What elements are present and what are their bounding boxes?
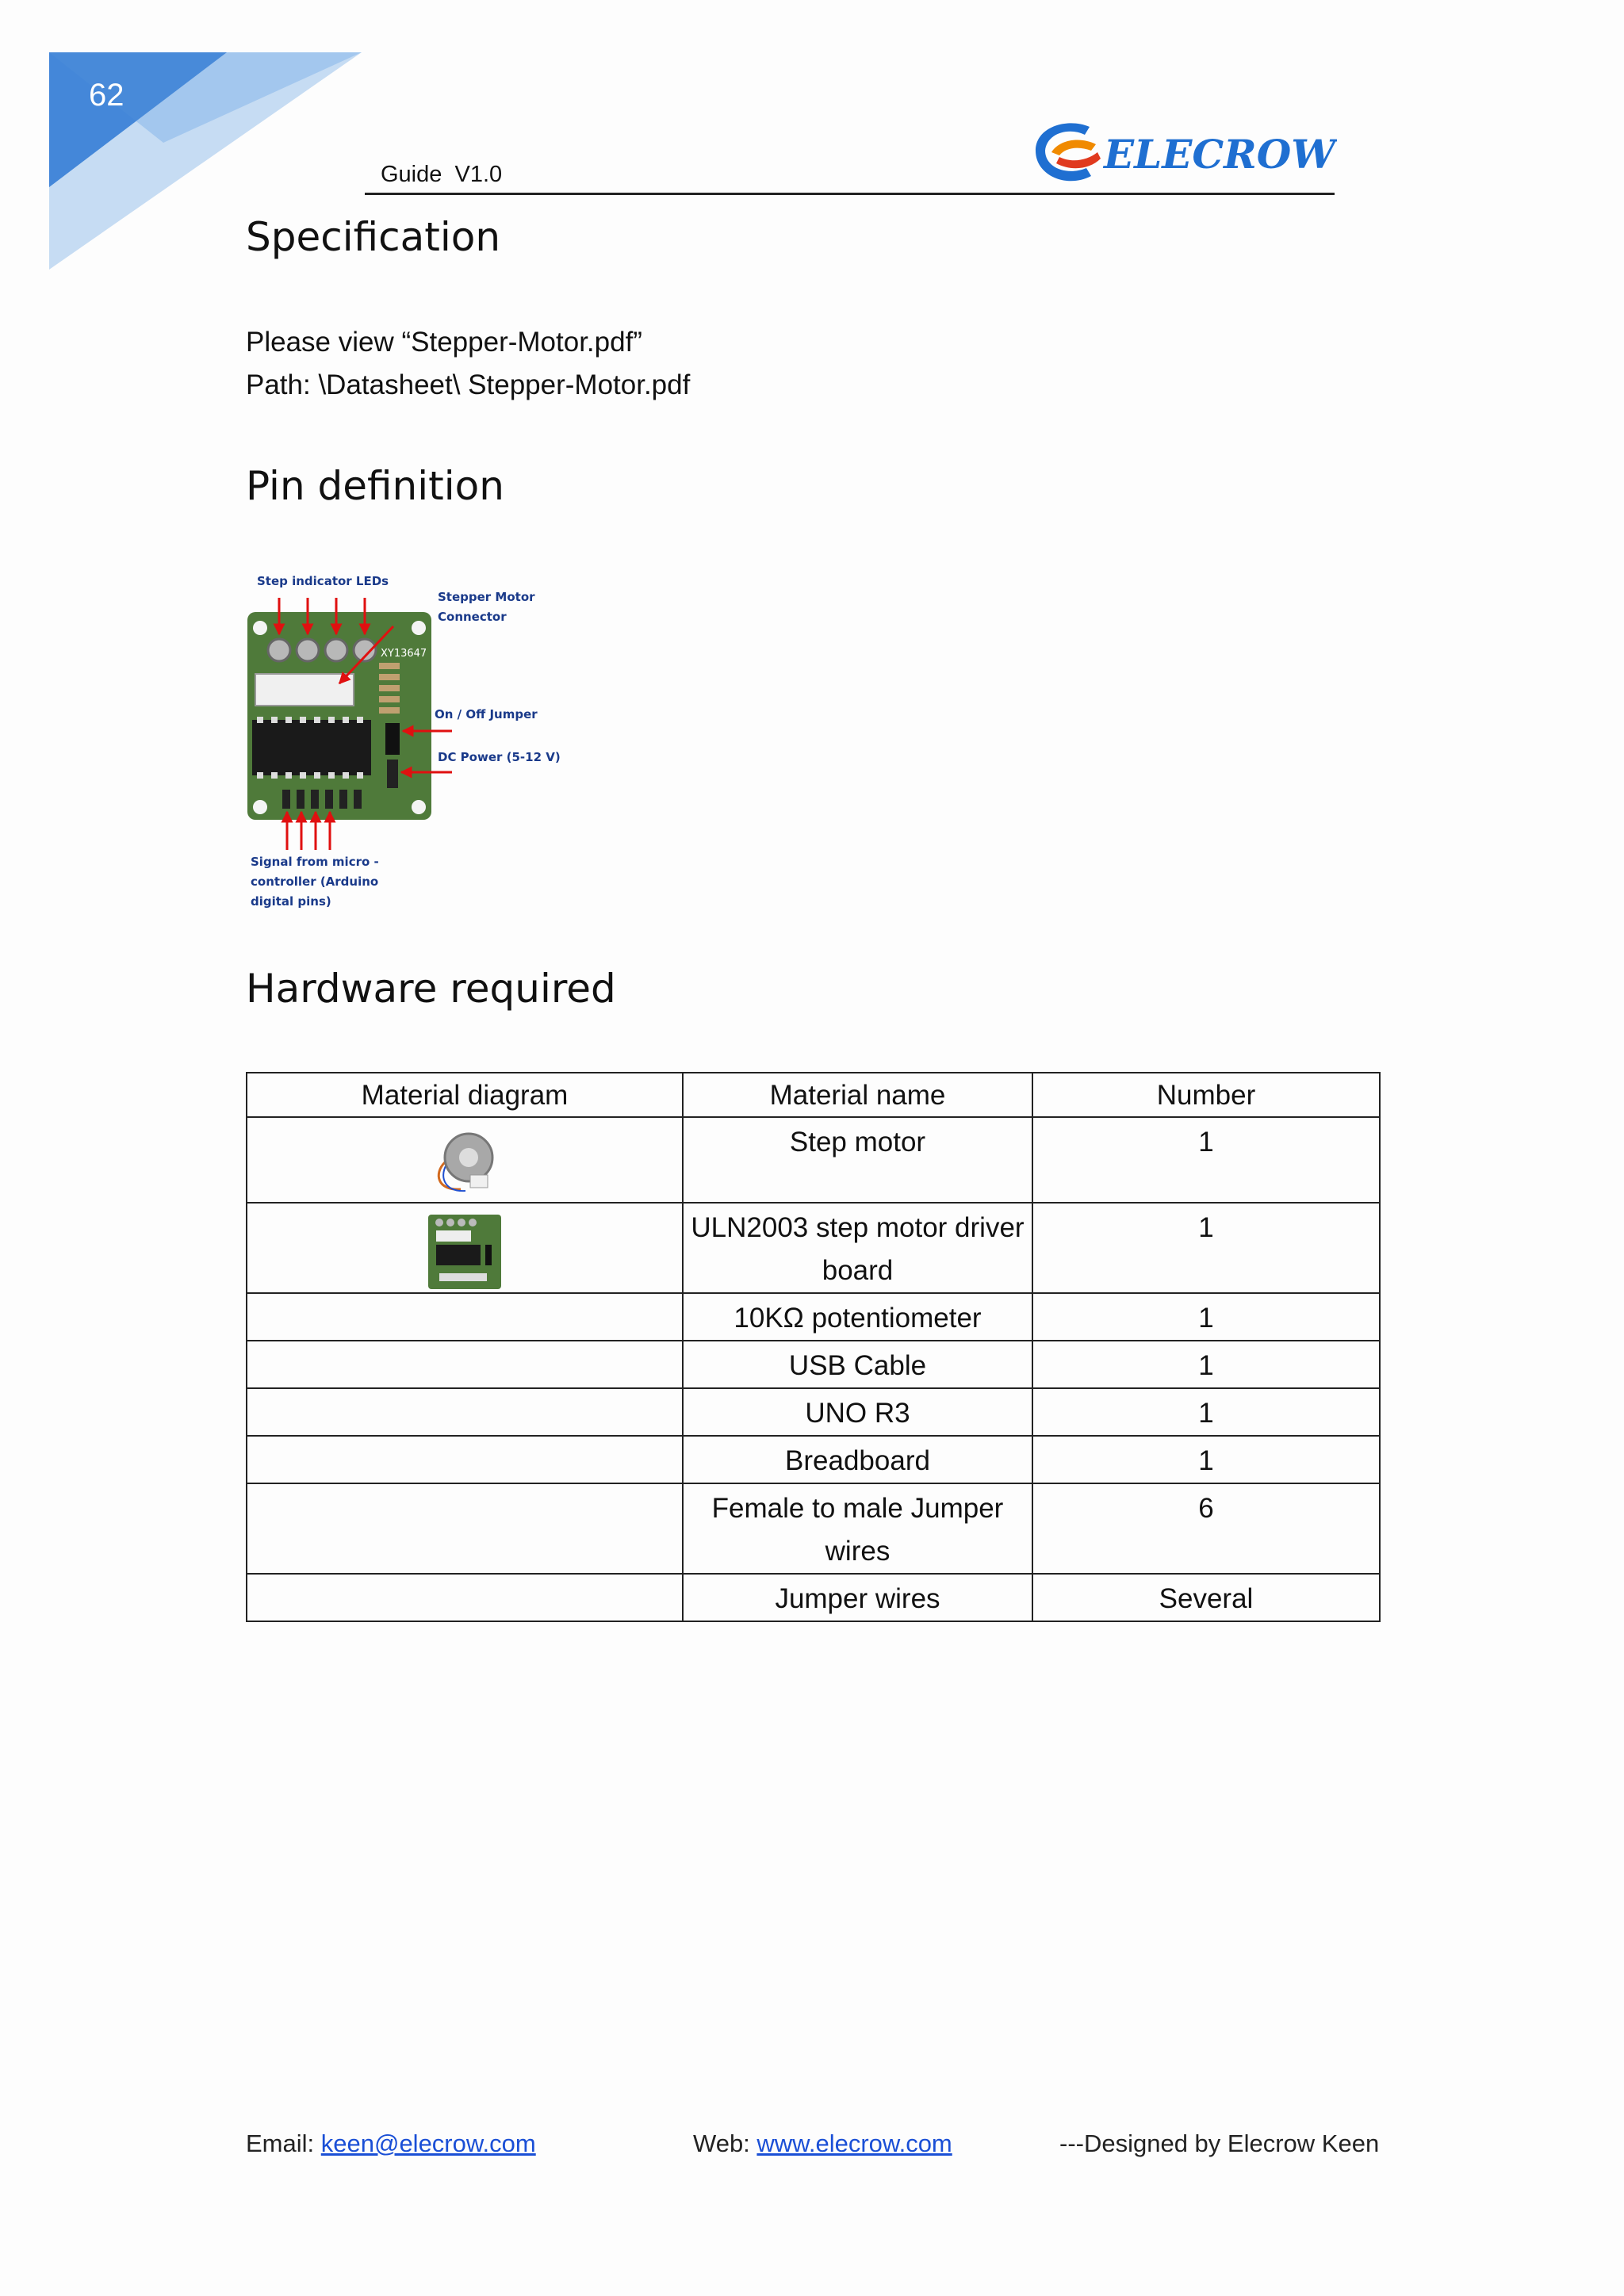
- cell-diagram: [247, 1388, 683, 1436]
- driver-board-icon: [427, 1213, 503, 1291]
- email-link[interactable]: keen@elecrow.com: [320, 2130, 536, 2157]
- header-divider: [365, 193, 1335, 195]
- web-label: Web:: [693, 2130, 757, 2157]
- cell-name: ULN2003 step motor driver board: [683, 1203, 1032, 1293]
- cell-number: 1: [1032, 1203, 1380, 1293]
- hardware-heading: Hardware required: [246, 966, 616, 1012]
- cell-name: USB Cable: [683, 1341, 1032, 1388]
- cell-name: Female to male Jumper wires: [683, 1483, 1032, 1574]
- cell-number: 1: [1032, 1117, 1380, 1203]
- guide-version: Guide V1.0: [381, 162, 503, 187]
- cell-name: 10KΩ potentiometer: [683, 1293, 1032, 1341]
- driver-ic: [252, 720, 371, 775]
- cell-number: 1: [1032, 1388, 1380, 1436]
- designed-name: Elecrow Keen: [1227, 2130, 1380, 2157]
- table-row: [247, 1203, 1380, 1293]
- cell-diagram: [247, 1483, 683, 1574]
- hardware-table: [246, 1072, 1381, 1622]
- label-signal-3: digital pins): [251, 894, 331, 909]
- dc-power-pins: [387, 760, 398, 788]
- cell-number: 6: [1032, 1483, 1380, 1574]
- label-dc-power: DC Power (5-12 V): [438, 750, 561, 764]
- logo-text: ELECROW: [1104, 131, 1336, 178]
- table-header-row: [247, 1073, 1380, 1117]
- cell-name: Breadboard: [683, 1436, 1032, 1483]
- table-row: [247, 1574, 1380, 1621]
- table-row: [247, 1388, 1380, 1436]
- table-row: [247, 1341, 1380, 1388]
- specification-heading: Specification: [246, 214, 501, 260]
- footer-email: [246, 2130, 536, 2158]
- table-row: [247, 1293, 1380, 1341]
- cell-diagram: [247, 1436, 683, 1483]
- label-motor-connector-2: Connector: [438, 610, 507, 624]
- cell-name: Step motor: [683, 1117, 1032, 1203]
- footer-web: [693, 2130, 952, 2158]
- table-row: [247, 1483, 1380, 1574]
- cell-number: 1: [1032, 1293, 1380, 1341]
- uln2003-pin-diagram: [238, 564, 587, 913]
- table-row: [247, 1117, 1380, 1203]
- spec-line-1: Please view “Stepper-Motor.pdf”: [246, 327, 642, 358]
- col-header-name: Material name: [683, 1073, 1032, 1117]
- page-number: 62: [89, 78, 124, 113]
- designed-prefix: ---Designed by: [1059, 2130, 1228, 2157]
- cell-diagram: [247, 1117, 683, 1203]
- footer-designed-by: [1059, 2130, 1379, 2158]
- label-motor-connector-1: Stepper Motor: [438, 590, 535, 604]
- cell-number: 1: [1032, 1436, 1380, 1483]
- on-off-jumper: [385, 723, 400, 755]
- cell-diagram: [247, 1293, 683, 1341]
- label-on-off-jumper: On / Off Jumper: [435, 707, 538, 721]
- label-signal-1: Signal from micro -: [251, 855, 379, 869]
- pin-definition-heading: Pin definition: [246, 463, 504, 509]
- email-label: Email:: [246, 2130, 321, 2157]
- col-header-number: Number: [1032, 1073, 1380, 1117]
- chip-id-label: XY13647: [381, 648, 427, 660]
- cell-diagram: [247, 1341, 683, 1388]
- logo-swoosh-icon: [1036, 123, 1101, 181]
- cell-number: Several: [1032, 1574, 1380, 1621]
- table-row: [247, 1436, 1380, 1483]
- cell-number: 1: [1032, 1341, 1380, 1388]
- cell-diagram: [247, 1203, 683, 1293]
- motor-connector: [255, 674, 354, 706]
- spec-line-2: Path: \Datasheet\ Stepper-Motor.pdf: [246, 369, 691, 400]
- label-signal-2: controller (Arduino: [251, 874, 379, 889]
- elecrow-logo: [1028, 113, 1337, 189]
- step-motor-icon: [429, 1127, 500, 1196]
- label-step-leds: Step indicator LEDs: [257, 574, 389, 588]
- cell-name: Jumper wires: [683, 1574, 1032, 1621]
- cell-name: UNO R3: [683, 1388, 1032, 1436]
- col-header-diagram: Material diagram: [247, 1073, 683, 1117]
- cell-diagram: [247, 1574, 683, 1621]
- web-link[interactable]: www.elecrow.com: [756, 2130, 952, 2157]
